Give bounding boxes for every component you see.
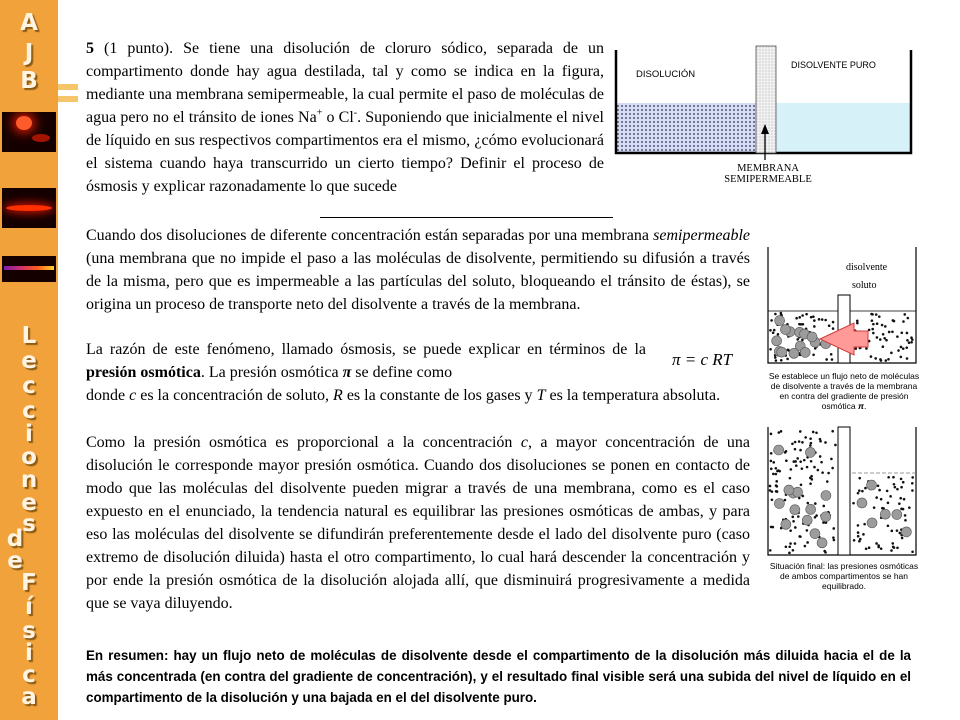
summary-text: En resumen: hay un flujo neto de moléculas de disolvente desde el compartimento de la disolución más diluida hacia el de la más concentrada (en contra del gradiente de concentración), y el resultado final visible será una subida del nivel de líquido en el compartimento de la disolución y una bajada en el del disolvente puro. [86, 648, 911, 705]
solvent-molecule [871, 328, 874, 331]
solvent-molecule [882, 333, 885, 336]
solvent-molecule [786, 358, 789, 361]
solvent-molecule [887, 358, 890, 361]
solvent-label: disolvente [846, 262, 888, 273]
sidebar-letter: a [21, 684, 37, 710]
solvent-molecule [899, 497, 902, 500]
solvent-molecule [833, 539, 836, 542]
solute-particle [802, 515, 812, 525]
solvent-molecule [826, 480, 829, 483]
solvent-molecule [801, 314, 804, 317]
solvent-molecule [877, 546, 880, 549]
solvent-molecule [801, 467, 804, 470]
solvent-molecule [906, 339, 909, 342]
solvent-molecule [857, 492, 860, 495]
solvent-molecule [899, 532, 902, 535]
solute-particle [807, 332, 817, 342]
solvent-molecule [881, 507, 884, 510]
solvent-molecule [809, 437, 812, 440]
sidebar-letter: e [21, 490, 37, 516]
solute-particle [901, 527, 911, 537]
solvent-molecule [804, 545, 807, 548]
solvent-molecule [791, 516, 794, 519]
solvent-molecule [875, 313, 878, 316]
solvent-molecule [810, 316, 813, 319]
solute-particle [780, 325, 790, 335]
paragraph-osmotic-pressure: La razón de este fenómeno, llamado ósmosis, se puede explicar en términos de la presión osmótica. La presión osmótica π se define como [86, 341, 646, 381]
solvent-molecule [881, 324, 884, 327]
solvent-molecule [908, 506, 911, 509]
flow-arrow [820, 323, 868, 355]
spectrum-photo [2, 256, 56, 282]
solvent-molecule [884, 359, 887, 362]
sidebar-letter: o [21, 444, 37, 470]
solvent-molecule [769, 485, 772, 488]
solvent-molecule [770, 319, 773, 322]
solvent-molecule [780, 359, 783, 362]
solvent-molecule [799, 430, 802, 433]
solvent-molecule [819, 440, 822, 443]
solvent-molecule [799, 460, 802, 463]
solvent-molecule [861, 490, 864, 493]
solvent-molecule [798, 316, 801, 319]
solvent-molecule [789, 477, 792, 480]
solvent-molecule [910, 341, 913, 344]
solvent-molecule [831, 430, 834, 433]
solvent-molecule [806, 529, 809, 532]
solvent-molecule [832, 527, 835, 530]
solvent-molecule [870, 355, 873, 358]
solvent-molecule [770, 433, 773, 436]
solvent-molecule [871, 319, 874, 322]
solvent-molecule [878, 489, 881, 492]
solvent-molecule [770, 467, 773, 470]
laser-photo [2, 112, 56, 152]
solvent-molecule [772, 526, 775, 529]
solvent-molecule [887, 502, 890, 505]
solvent-molecule [817, 469, 820, 472]
solvent-molecule [893, 483, 896, 486]
solute-particle [774, 445, 784, 455]
solvent-molecule [901, 537, 904, 540]
solvent-molecule [903, 498, 906, 501]
solvent-molecule [902, 481, 905, 484]
solvent-molecule [911, 476, 914, 479]
solvent-molecule [887, 524, 890, 527]
sidebar-letter: s [22, 511, 36, 537]
solvent-molecule [806, 541, 809, 544]
solute-particle [806, 504, 816, 514]
solvent-molecule [890, 530, 893, 533]
solvent-molecule [872, 332, 875, 335]
solvent-molecule [880, 498, 883, 501]
solution-liquid [616, 103, 756, 153]
solvent-molecule [888, 331, 891, 334]
solvent-molecule [792, 460, 795, 463]
sidebar-letter: s [22, 618, 36, 644]
solute-particle [789, 348, 799, 358]
solvent-molecule [772, 331, 775, 334]
solvent-molecule [902, 320, 905, 323]
solvent-molecule [900, 356, 903, 359]
solvent-molecule [832, 327, 835, 330]
solvent-molecule [891, 542, 894, 545]
solvent-molecule [864, 487, 867, 490]
solvent-molecule [863, 523, 866, 526]
laser-beam-photo [2, 188, 56, 228]
solvent-molecule [792, 520, 795, 523]
solvent-molecule [789, 542, 792, 545]
solvent-molecule [857, 524, 860, 527]
solvent-molecule [876, 336, 879, 339]
solvent-molecule [893, 320, 896, 323]
solute-particle [784, 485, 794, 495]
solvent-molecule [871, 313, 874, 316]
solvent-molecule [810, 442, 813, 445]
solvent-molecule [777, 333, 780, 336]
sidebar-letter: i [25, 421, 33, 447]
solvent-molecule [902, 347, 905, 350]
solvent-molecule [773, 329, 776, 332]
solvent-molecule [911, 550, 914, 553]
sidebar-letter: B [20, 68, 38, 94]
solvent-molecule [818, 318, 821, 321]
solute-particle [892, 510, 902, 520]
sidebar-letter: c [22, 662, 36, 688]
solvent-molecule [898, 502, 901, 505]
solute-particle [867, 518, 877, 528]
sidebar-letter: L [21, 323, 37, 349]
osmosis-equilibrium-figure [766, 425, 920, 557]
solvent-molecule [896, 335, 899, 338]
solvent-molecule [795, 464, 798, 467]
solvent-molecule [886, 490, 889, 493]
solvent-molecule [868, 546, 871, 549]
solvent-molecule [775, 480, 778, 483]
solvent-molecule [804, 436, 807, 439]
solvent-molecule [794, 441, 797, 444]
solvent-molecule [857, 535, 860, 538]
solvent-molecule [828, 324, 831, 327]
solvent-molecule [796, 457, 799, 460]
solvent-molecule [887, 476, 890, 479]
solvent-molecule [810, 460, 813, 463]
solvent-molecule [896, 488, 899, 491]
solvent-molecule [814, 502, 817, 505]
solvent-molecule [800, 323, 803, 326]
sidebar-letter: c [22, 398, 36, 424]
solvent-molecule [900, 478, 903, 481]
solvent-molecule [819, 455, 822, 458]
solvent-molecule [794, 542, 797, 545]
sidebar-letter: F [21, 570, 37, 596]
solvent-molecule [877, 484, 880, 487]
solvent-molecule [873, 506, 876, 509]
solvent-molecule [883, 337, 886, 340]
solvent-molecule [834, 444, 837, 447]
solvent-molecule [812, 315, 815, 318]
solvent-molecule [859, 538, 862, 541]
solvent-molecule [813, 466, 816, 469]
solvent-molecule [794, 448, 797, 451]
solvent-molecule [820, 461, 823, 464]
solvent-molecule [830, 458, 833, 461]
sidebar-letter: c [22, 373, 36, 399]
solvent-molecule [769, 549, 772, 552]
sidebar-letter: d [6, 526, 24, 552]
solvent-molecule [902, 508, 905, 511]
osmotic-pressure-formula: π = c RT [672, 350, 733, 369]
sidebar-letter: A [20, 10, 38, 36]
solvent-molecule [890, 352, 893, 355]
solvent-molecule [905, 346, 908, 349]
solute-particle [793, 487, 803, 497]
paragraph-definition: Cuando dos disoluciones de diferente concentración están separadas por una membrana semipermeable (una membrana que no impide el paso a las moléculas de disolvente, permitiendo su difusión a través de la misma, pero que es impermeable a las partículas del soluto, bloqueando el tránsito de éstas), se origina un proceso de transporte neto del disolvente a través de la membrana. [86, 227, 750, 313]
solvent-molecule [799, 449, 802, 452]
solvent-molecule [872, 323, 875, 326]
solvent-molecule [790, 468, 793, 471]
solvent-molecule [780, 312, 783, 315]
solute-particle [781, 519, 791, 529]
solvent-molecule [778, 431, 781, 434]
solvent-molecule [785, 450, 788, 453]
solvent-molecule [770, 460, 773, 463]
solvent-molecule [775, 484, 778, 487]
solvent-molecule [882, 345, 885, 348]
solute-particle [774, 499, 784, 509]
solvent-molecule [775, 467, 778, 470]
solvent-molecule [774, 313, 777, 316]
solvent-molecule [911, 489, 914, 492]
solute-particle [775, 316, 785, 326]
membrane [756, 46, 776, 153]
solvent-molecule [813, 319, 816, 322]
solvent-molecule [795, 317, 798, 320]
solvent-molecule [825, 358, 828, 361]
solvent-molecule [831, 467, 834, 470]
solute-particle [790, 505, 800, 515]
solvent-molecule [858, 489, 861, 492]
solvent-molecule [771, 498, 774, 501]
solvent-molecule [784, 499, 787, 502]
solvent-molecule [777, 469, 780, 472]
solute-particle [777, 347, 787, 357]
solvent-molecule [892, 476, 895, 479]
solvent-molecule [769, 348, 772, 351]
solvent-molecule [832, 321, 835, 324]
sidebar-letter: i [25, 640, 33, 666]
solvent-molecule [827, 472, 830, 475]
solvent-molecule [865, 347, 868, 350]
solvent-molecule [854, 347, 857, 350]
solvent-molecule [900, 331, 903, 334]
sidebar-letter: e [7, 548, 23, 574]
solvent-molecule [797, 515, 800, 518]
solvent-molecule [812, 353, 815, 356]
solute-particle [800, 347, 810, 357]
solvent-molecule [908, 341, 911, 344]
solvent-molecule [907, 317, 910, 320]
solvent-molecule [810, 475, 813, 478]
solute-particle [772, 336, 782, 346]
solvent-molecule [823, 550, 826, 553]
sidebar-letter: í [25, 594, 33, 620]
equilibrium-caption: Situación final: las presiones osmóticas de ambos compartimentos se han equilibrado. [769, 561, 919, 591]
solute-particle [867, 480, 877, 490]
solvent-molecule [771, 490, 774, 493]
solvent-molecule [821, 318, 824, 321]
solvent-molecule [900, 486, 903, 489]
solvent-molecule [785, 545, 788, 548]
solvent-molecule [910, 336, 913, 339]
solvent-molecule [894, 486, 897, 489]
solvent-molecule [904, 514, 907, 517]
solvent-molecule [880, 359, 883, 362]
solute-label: soluto [852, 280, 877, 291]
solvent-molecule [801, 441, 804, 444]
solvent-molecule [878, 315, 881, 318]
solvent-molecule [865, 548, 868, 551]
solvent-molecule [885, 339, 888, 342]
solvent-molecule [789, 529, 792, 532]
solvent-molecule [769, 329, 772, 332]
solvent-molecule [792, 549, 795, 552]
solvent-molecule [775, 473, 778, 476]
solvent-molecule [796, 338, 799, 341]
solvent-molecule [821, 471, 824, 474]
solvent-molecule [822, 505, 825, 508]
solvent-molecule [904, 519, 907, 522]
solvent-molecule [856, 320, 859, 323]
solvent-molecule [875, 496, 878, 499]
solvent-molecule [858, 477, 861, 480]
pure-solvent-liquid [776, 103, 911, 153]
solvent-molecule [772, 473, 775, 476]
paragraph-variables: donde c es la concentración de soluto, R es la constante de los gases y T es la temperatura absoluta. [86, 387, 721, 404]
accent-dash [58, 84, 78, 90]
solute-particle [857, 498, 867, 508]
solvent-molecule [896, 547, 899, 550]
solvent-molecule [815, 514, 818, 517]
solvent-molecule [879, 338, 882, 341]
solute-particle [880, 509, 890, 519]
solvent-molecule [775, 359, 778, 362]
solvent-molecule [794, 526, 797, 529]
solvent-molecule [874, 357, 877, 360]
sidebar-letter: J [24, 40, 34, 66]
solvent-molecule [889, 495, 892, 498]
sidebar-letter: e [21, 348, 37, 374]
solvent-molecule [890, 549, 893, 552]
question-text: 5 (1 punto). Se tiene una disolución de cloruro sódico, separada de un compartimento donde hay agua destilada, tal y como se indica en la figura, mediante una membrana semipermeable, la cual permite el paso de moléculas de agua pero no el tránsito de iones Na+ o Cl-. Suponiendo que inicialmente el nivel de líquido en sus respectivos compartimentos era el mismo, ¿cómo evolucionará el sistema cuando haya transcurrido un cierto tiempo? Definir el proceso de ósmosis y explicar razonadamente lo que sucede [86, 40, 605, 195]
solvent-molecule [805, 313, 808, 316]
solvent-molecule [824, 319, 827, 322]
pure-solvent-label: DISOLVENTE PURO [791, 60, 876, 70]
osmosis-flow-figure [766, 245, 920, 365]
solvent-molecule [780, 430, 783, 433]
sidebar-letter: n [20, 467, 38, 493]
solvent-molecule [884, 325, 887, 328]
solvent-molecule [803, 459, 806, 462]
solvent-molecule [896, 529, 899, 532]
solvent-molecule [876, 322, 879, 325]
solvent-molecule [774, 356, 777, 359]
sidebar [0, 0, 58, 720]
accent-dash [58, 96, 78, 102]
solvent-molecule [806, 466, 809, 469]
solvent-molecule [791, 442, 794, 445]
solvent-molecule [830, 353, 833, 356]
solvent-molecule [880, 547, 883, 550]
solvent-molecule [857, 531, 860, 534]
solvent-molecule [788, 545, 791, 548]
solvent-molecule [798, 440, 801, 443]
solvent-molecule [787, 348, 790, 351]
solvent-molecule [903, 313, 906, 316]
solvent-molecule [788, 552, 791, 555]
solvent-molecule [906, 332, 909, 335]
solvent-molecule [891, 330, 894, 333]
solvent-molecule [862, 533, 865, 536]
solvent-molecule [831, 358, 834, 361]
solute-particle [821, 490, 831, 500]
solvent-molecule [852, 502, 855, 505]
solvent-molecule [785, 459, 788, 462]
solvent-molecule [775, 490, 778, 493]
solvent-molecule [800, 483, 803, 486]
paragraph-explanation: Como la presión osmótica es proporcional a la concentración c, a mayor concentración de una disolución le corresponde mayor presión osmótica. Cuando dos disoluciones se ponen en contacto de modo que las moléculas del disolvente pueden migrar a través de una membrana, como es el caso expuesto en el enunciado, la tendencia natural es equilibrar las presiones osmóticas de ambas, y para eso las moléculas del disolvente se difundirán preferentemente desde el lado del disolvente puro (caso extremo de disolución diluida) hasta el otro compartimento, lo cual hará descender la concentración y por ende la presión osmótica de la disolución alojada allí, que disminuirá progresivamente a medida que se vaya diluyendo. [86, 434, 751, 612]
solvent-molecule [809, 482, 812, 485]
solvent-molecule [812, 431, 815, 434]
solute-particle [810, 529, 820, 539]
solvent-molecule [853, 539, 856, 542]
solute-particle [817, 538, 827, 548]
solvent-molecule [807, 502, 810, 505]
solvent-molecule [911, 482, 914, 485]
solvent-molecule [897, 349, 900, 352]
solvent-molecule [799, 535, 802, 538]
solvent-molecule [809, 444, 812, 447]
solute-particle [805, 447, 815, 457]
solvent-molecule [772, 461, 775, 464]
solvent-molecule [813, 325, 816, 328]
solvent-molecule [893, 546, 896, 549]
solvent-molecule [875, 542, 878, 545]
solution-label: DISOLUCIÓN [636, 69, 696, 80]
membrane-label: MEMBRANA SEMIPERMEABLE [724, 163, 812, 185]
solvent-molecule [811, 478, 814, 481]
question-underline [320, 217, 613, 218]
solute-particle [821, 512, 831, 522]
solvent-molecule [900, 346, 903, 349]
solvent-molecule [815, 431, 818, 434]
solvent-molecule [856, 322, 859, 325]
solvent-molecule [770, 452, 773, 455]
flow-caption: Se establece un flujo neto de moléculas de disolvente a través de la membrana en contra del gradiente de presión osmótica π. [768, 371, 920, 411]
solvent-molecule [832, 536, 835, 539]
solvent-molecule [824, 441, 827, 444]
solvent-molecule [906, 357, 909, 360]
